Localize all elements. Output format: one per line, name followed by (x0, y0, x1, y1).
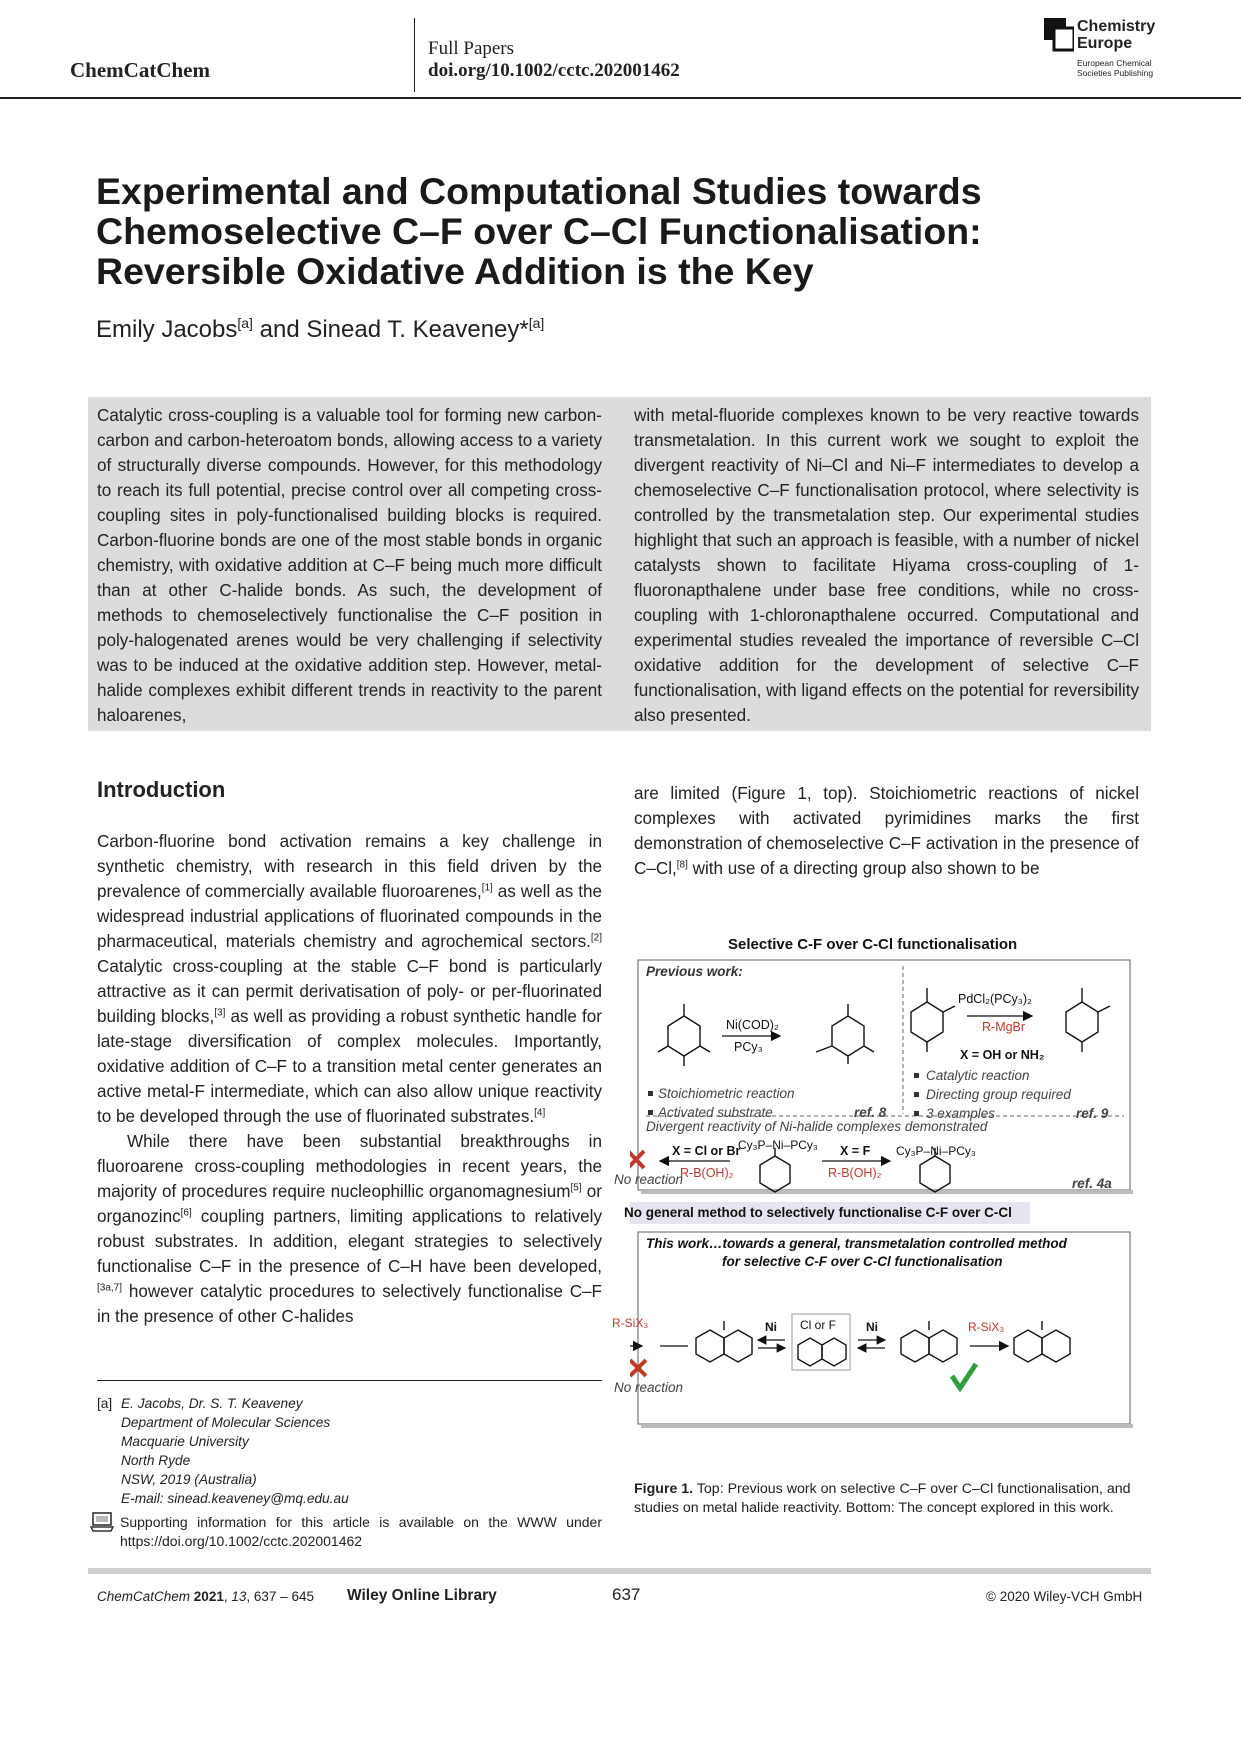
citation-1[interactable]: [1] (481, 882, 493, 894)
text-run: with use of a directing group also shown to be (687, 859, 1040, 878)
author-1-affiliation: [a] (237, 315, 253, 331)
footer-citation: ChemCatChem 2021, 13, 637 – 645 (97, 1589, 314, 1604)
citation-5[interactable]: [5] (570, 1182, 582, 1194)
footnote-line: E. Jacobs, Dr. S. T. Keaveney (121, 1396, 303, 1411)
footnote-line: Macquarie University (121, 1434, 249, 1449)
intro-paragraph-3 (634, 781, 1139, 881)
figure-caption (634, 1480, 1139, 1518)
abstract-right-column: with metal-fluoride complexes known to be very reactive towards transmetalation. In this current work we sought to exploit the divergent reactivity of Ni–Cl and Ni–F intermediates to develop a chemoselective C–F functionalisation protocol, where selectivity is controlled by the transmetalation step. Our experimental studies highlight that such an approach is feasible, with a number of nickel catalysts shown to facilitate Hiyama cross-coupling of 1-fluoronapthalene under base free conditions, while no cross-coupling with 1-chloronapthalene occurred. Computational and experimental studies revealed the importance of reversible C–Cl oxidative addition for the development of selective C–F functionalisation, with ligand effects on the potential for reversibility also presented. (634, 406, 1139, 725)
footer-journal: ChemCatChem (97, 1589, 191, 1604)
bullet-right-2: Directing group required (926, 1087, 1071, 1102)
complex-left: Cy₃P–Ni–PCy₃ (738, 1138, 818, 1152)
header-rule (0, 97, 1241, 99)
citation-6[interactable]: [6] (180, 1207, 192, 1219)
author-1[interactable]: Emily Jacobs (96, 316, 238, 343)
text-run: as well as the widespread industrial applications of fluorinated compounds in the pharmaceutical, materials chemistry and agrochemical sectors. (97, 882, 602, 951)
footnote-email[interactable]: E-mail: sinead.keaveney@mq.edu.au (121, 1491, 349, 1506)
author-2[interactable]: Sinead T. Keaveney (306, 316, 520, 343)
footer-volume: 13 (231, 1589, 247, 1604)
intro-right-column (634, 781, 1139, 881)
no-reaction-1: No reaction (614, 1172, 684, 1187)
footer-year: 2021 (193, 1589, 224, 1604)
reagent-rmgbr: R-MgBr (982, 1020, 1026, 1034)
previous-work-label: Previous work: (646, 964, 743, 979)
publisher-logo[interactable] (1044, 18, 1179, 82)
reagent-nicod: Ni(COD)₂ (726, 1018, 779, 1032)
ref-8[interactable]: ref. 8 (854, 1105, 887, 1120)
intro-left-column (97, 829, 602, 1329)
computer-icon (90, 1512, 114, 1532)
text-run: however catalytic procedures to selectively functionalise C–F in the presence of other C-halides (97, 1282, 602, 1326)
reagent-pcy3: PCy₃ (734, 1040, 763, 1054)
ni-label-1: Ni (765, 1320, 777, 1334)
bullet-right-3: 3 examples (926, 1106, 996, 1121)
caption-label: Figure 1. (634, 1481, 694, 1497)
citation-2[interactable]: [2] (590, 932, 602, 944)
bullet-left-2: Activated substrate (658, 1105, 773, 1120)
footnote-rule (97, 1380, 602, 1381)
supporting-info[interactable]: Supporting information for this article is available on the WWW under https://doi.org/10.1002/cctc.202001462 (120, 1514, 602, 1549)
this-work-line-2: for selective C-F over C-Cl functionalisation (722, 1254, 1003, 1269)
footnote-tag: [a] (97, 1396, 113, 1411)
citation-8[interactable]: [8] (676, 859, 688, 871)
rboh-right: R-B(OH)₂ (828, 1166, 882, 1180)
ref-4a[interactable]: ref. 4a (1072, 1176, 1112, 1191)
doi-link[interactable]: doi.org/10.1002/cctc.202001462 (428, 60, 680, 81)
footnote-line: North Ryde (121, 1453, 191, 1468)
text-run: Catalytic cross-coupling at the stable C–F bond is particularly attractive as it can permit derivatisation of poly- or per-fluorinated building blocks, (97, 957, 602, 1026)
text-run: While there have been substantial breakthroughs in fluoroarene cross-coupling methodologies in recent years, the majority of procedures require nucleophillic organomagnesium (97, 1132, 602, 1201)
introduction-heading: Introduction (97, 777, 226, 802)
author-conjunction: and (252, 316, 307, 343)
footnote-line: Department of Molecular Sciences (121, 1415, 331, 1430)
author-line (96, 315, 544, 344)
rsix-right: R-SiX₃ (968, 1320, 1005, 1334)
ref-9[interactable]: ref. 9 (1076, 1106, 1109, 1121)
footnote-line: NSW, 2019 (Australia) (121, 1472, 257, 1487)
text-run: Carbon-fluorine bond activation remains a key challenge in synthetic chemistry, with research in this field driven by the prevalence of commercially available fluoroarenes, (97, 832, 602, 901)
figure-1 (612, 936, 1140, 1456)
x-cl-br-condition: X = Cl or Br (672, 1144, 741, 1158)
page-number: 637 (612, 1585, 641, 1604)
cl-or-f: Cl or F (800, 1318, 836, 1332)
figure-header: Selective C-F over C-Cl functionalisation (728, 936, 1018, 953)
footer-rule (88, 1568, 1151, 1574)
journal-name: ChemCatChem (70, 58, 210, 82)
publisher-subtitle: European Chemical Societies Publishing (1077, 58, 1154, 78)
header-divider (414, 18, 415, 92)
publisher-logo-icon (1044, 18, 1074, 52)
wiley-online-library-link[interactable]: Wiley Online Library (347, 1587, 497, 1604)
author-2-affiliation: [a] (528, 315, 545, 331)
section-label: Full Papers (428, 38, 515, 59)
rsix-left: R-SiX₃ (612, 1316, 649, 1330)
abstract-left-column: Catalytic cross-coupling is a valuable tool for forming new carbon-carbon and carbon-heteroatom bonds, allowing access to a variety of structurally diverse compounds. However, for this methodology to reach its full potential, precise control over all competing cross-coupling sites in poly-functionalised building blocks is required. Carbon-fluorine bonds are one of the most stable bonds in organic chemistry, with oxidative addition at C–F being much more difficult than at other C-halide bonds. As such, the development of methods to chemoselectively functionalise the C–F position in poly-halogenated arenes would be very challenging if selectivity was to be induced at the oxidative addition step. However, metal-halide complexes exhibit different trends in reactivity to the parent haloarenes, (97, 406, 602, 725)
x-condition: X = OH or NH₂ (960, 1048, 1045, 1062)
corresponding-star: * (519, 316, 529, 343)
text-run: or organozinc (97, 1182, 602, 1226)
reagent-pd: PdCl₂(PCy₃)₂ (958, 992, 1032, 1006)
citation-3[interactable]: [3] (214, 1007, 226, 1019)
rboh-left: R-B(OH)₂ (680, 1166, 734, 1180)
citation-4[interactable]: [4] (534, 1107, 546, 1119)
intro-paragraph-1 (97, 829, 602, 1129)
no-reaction-2: No reaction (614, 1380, 684, 1395)
caption-text: Top: Previous work on selective C–F over C–Cl functionalisation, and studies on metal halide reactivity. Bottom: The concept explored in this work. (634, 1481, 1131, 1516)
this-work-line-1: This work…towards a general, transmetalation controlled method (646, 1236, 1067, 1251)
bullet-left-1: Stoichiometric reaction (658, 1086, 795, 1101)
text-run: coupling partners, limiting applications to relatively robust substrates. In addition, elegant strategies to selectively functionalise C–F in the presence of C–H have been developed, (97, 1207, 602, 1276)
publisher-name: Chemistry Europe (1077, 18, 1156, 52)
complex-right: Cy₃P–Ni–PCy₃ (896, 1144, 976, 1158)
ni-label-2: Ni (866, 1320, 878, 1334)
intro-paragraph-2 (97, 1129, 602, 1329)
bullet-right-1: Catalytic reaction (926, 1068, 1030, 1083)
figure-1-graphic (630, 936, 1140, 1456)
no-general-banner: No general method to selectively functionalise C-F over C-Cl (624, 1205, 1012, 1220)
copyright: © 2020 Wiley-VCH GmbH (986, 1589, 1143, 1604)
x-f-condition: X = F (840, 1144, 871, 1158)
citation-7[interactable]: [3a,7] (97, 1282, 123, 1294)
footer-pages: 637 – 645 (253, 1589, 314, 1604)
text-run: as well as providing a robust synthetic handle for late-stage diversification of complex molecules. Importantly, oxidative addition of C–F to a transition metal center generates an active metal-F intermediate, which can also allow unique reactivity to be developed through the use of fluorinated substrates. (97, 1007, 602, 1126)
text-run: are limited (Figure 1, top). Stoichiometric reactions of nickel complexes with activated pyrimidines marks the first demonstration of chemoselective C–F activation in the presence of C–Cl, (634, 784, 1139, 878)
article-title: Experimental and Computational Studies towards Chemoselective C–F over C–Cl Functionalisation: Reversible Oxidative Addition is the Key (96, 170, 982, 292)
divergent-label: Divergent reactivity of Ni-halide complexes demonstrated (646, 1119, 988, 1134)
